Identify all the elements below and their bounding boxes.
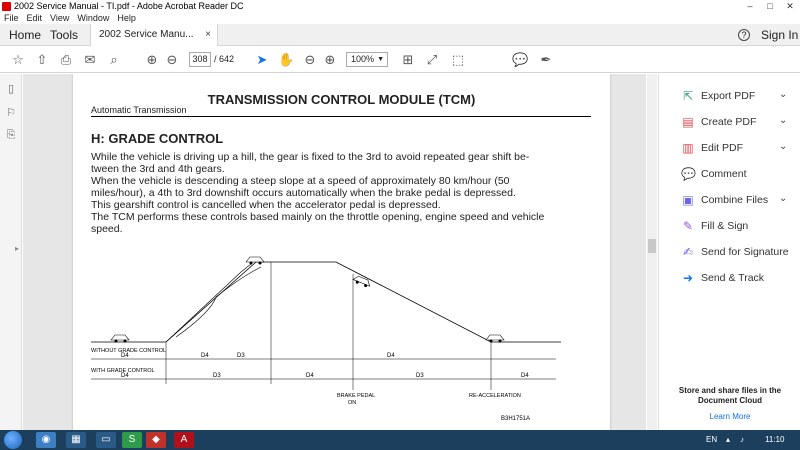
- chevron-down-icon[interactable]: ⌄: [779, 115, 788, 126]
- zoom-in-icon[interactable]: ⊕: [324, 52, 336, 67]
- comment-icon[interactable]: 💬: [512, 52, 529, 67]
- tab-tools[interactable]: Tools: [50, 28, 79, 42]
- menu-view[interactable]: View: [50, 13, 70, 23]
- page-title: TRANSMISSION CONTROL MODULE (TCM): [207, 92, 476, 107]
- window-controls: [740, 0, 800, 12]
- title-bar: [0, 0, 800, 12]
- help-icon[interactable]: ?: [738, 29, 750, 41]
- tab-document[interactable]: [90, 24, 218, 46]
- chevron-down-icon[interactable]: ⌄: [779, 141, 788, 152]
- tool-edit-pdf[interactable]: [659, 138, 800, 158]
- language-indicator[interactable]: EN: [706, 435, 718, 444]
- paragraph: The TCM performs these controls based mainly on the throttle opening, engine speed and vehicle speed.: [91, 211, 545, 235]
- tool-label: Export PDF: [701, 90, 756, 102]
- maximize-button[interactable]: □: [767, 1, 773, 11]
- tray-arrow-icon[interactable]: ▴: [726, 435, 731, 444]
- email-icon[interactable]: ✉: [84, 52, 96, 67]
- fill-sign-icon: ✎: [682, 219, 694, 233]
- app-s-taskbar-icon[interactable]: S: [122, 432, 142, 448]
- tool-label: Create PDF: [701, 116, 757, 128]
- chevron-down-icon[interactable]: ⌄: [779, 89, 788, 100]
- page-number-input[interactable]: 308: [189, 52, 211, 67]
- menu-bar: [0, 12, 800, 24]
- export-pdf-icon: ⇱: [682, 89, 694, 103]
- fit-page-icon[interactable]: ⊞: [402, 52, 414, 67]
- start-button[interactable]: [4, 431, 22, 449]
- rotate-icon[interactable]: ⬚: [451, 52, 465, 67]
- tool-label: Edit PDF: [701, 142, 744, 154]
- fullscreen-icon[interactable]: ⤢: [426, 52, 438, 67]
- menu-file[interactable]: File: [4, 13, 19, 23]
- explorer-taskbar-icon[interactable]: ▭: [96, 432, 116, 448]
- vertical-scrollbar[interactable]: [647, 74, 657, 430]
- with-segment: D4: [521, 373, 529, 379]
- tool-label: Combine Files: [701, 194, 769, 206]
- tool-combine-files[interactable]: [659, 190, 800, 210]
- tool-label: Fill & Sign: [701, 220, 749, 232]
- with-grade-label: WITH GRADE CONTROL: [91, 368, 155, 374]
- tool-label: Send for Signature: [701, 246, 789, 258]
- figure-id: B3H1751A: [501, 416, 531, 422]
- combine-files-icon: ▣: [682, 193, 694, 207]
- document-cloud-promo: Store and share files in the Document Cloud: [678, 386, 782, 405]
- search-icon[interactable]: ⌕: [110, 52, 118, 67]
- with-segment: D4: [306, 373, 314, 379]
- clock[interactable]: 11:10: [765, 435, 785, 444]
- tab-document-label: 2002 Service Manu...: [99, 29, 194, 40]
- collapse-left-icon[interactable]: ▸: [15, 244, 20, 253]
- zoom-value: 100%: [351, 54, 375, 64]
- page-down-icon[interactable]: ⊖: [166, 52, 178, 67]
- tool-fill-sign[interactable]: [659, 216, 800, 236]
- create-pdf-icon: ▤: [682, 115, 694, 129]
- tool-label: Comment: [701, 168, 747, 180]
- menu-window[interactable]: Window: [77, 13, 110, 23]
- comment-icon: 💬: [681, 167, 696, 181]
- car-icon: [111, 335, 129, 343]
- tool-label: Send & Track: [701, 272, 765, 284]
- pdf-page: [73, 74, 610, 430]
- acrobat-app-icon: [2, 2, 11, 11]
- bookmarks-icon[interactable]: ⚐: [6, 107, 16, 119]
- select-arrow-icon[interactable]: ➤: [256, 52, 268, 67]
- send-track-icon: ➜: [682, 271, 694, 285]
- page-up-icon[interactable]: ⊕: [146, 52, 158, 67]
- chrome-taskbar-icon[interactable]: ◉: [36, 432, 56, 448]
- page-thumbnails-icon[interactable]: ▯: [7, 83, 15, 95]
- section-subtitle: Automatic Transmission: [91, 105, 187, 115]
- acrobat-taskbar-icon[interactable]: A: [174, 432, 194, 448]
- tab-bar: [0, 24, 800, 46]
- with-segment: D4: [121, 373, 129, 379]
- taskbar: [0, 430, 800, 450]
- upload-icon[interactable]: ⇧: [36, 52, 48, 67]
- tool-export-pdf[interactable]: [659, 86, 800, 106]
- files-taskbar-icon[interactable]: ▦: [66, 432, 86, 448]
- car-icon: [352, 275, 371, 289]
- body-text: [91, 151, 556, 235]
- road-edge: [166, 264, 251, 342]
- toolbar: [0, 47, 800, 73]
- learn-more-link[interactable]: Learn More: [709, 412, 751, 421]
- left-navigation: [0, 74, 22, 430]
- close-window-button[interactable]: ✕: [786, 1, 794, 11]
- brake-pedal-label: BRAKE PEDAL: [337, 393, 376, 399]
- road-profile: [91, 262, 561, 342]
- car-icon: [486, 335, 504, 343]
- tool-send-signature[interactable]: [659, 242, 800, 262]
- send-signature-icon: ✍: [682, 245, 694, 259]
- tools-pane: [658, 74, 800, 430]
- menu-edit[interactable]: Edit: [26, 13, 43, 23]
- tool-comment[interactable]: [659, 164, 800, 184]
- save-icon[interactable]: ☆: [12, 52, 24, 67]
- menu-help[interactable]: Help: [117, 13, 136, 23]
- sign-icon[interactable]: ✒: [540, 52, 552, 67]
- without-grade-label: WITHOUT GRADE CONTROL: [91, 348, 167, 354]
- grade-control-diagram: [91, 242, 561, 430]
- winding-road: [176, 267, 261, 337]
- chevron-down-icon[interactable]: ⌄: [779, 193, 788, 204]
- page-total: / 642: [214, 54, 235, 64]
- paragraph: This gearshift control is cancelled when the accelerator pedal is depressed.: [91, 199, 441, 211]
- without-segment: D4: [121, 353, 129, 359]
- zoom-select[interactable]: [346, 52, 388, 67]
- brake-on-label: ON: [348, 400, 357, 406]
- window-title: 2002 Service Manual - TI.pdf - Adobe Acrobat Reader DC: [14, 1, 244, 11]
- section-heading: H: GRADE CONTROL: [91, 131, 224, 146]
- scrollbar-thumb[interactable]: [648, 239, 656, 253]
- tab-home[interactable]: Home: [9, 28, 42, 42]
- close-tab-icon[interactable]: ×: [205, 29, 211, 40]
- zoom-dropdown-icon: ▼: [377, 56, 384, 63]
- without-segment: D4: [201, 353, 209, 359]
- document-viewer[interactable]: [23, 74, 646, 430]
- tool-create-pdf[interactable]: [659, 112, 800, 132]
- with-segment: D3: [213, 373, 221, 379]
- paragraph: While the vehicle is driving up a hill, the gear is fixed to the 3rd to avoid repeated gear shift be-tween the 3rd and 4th gears.: [91, 151, 530, 175]
- tool-send-track[interactable]: [659, 268, 800, 288]
- volume-icon[interactable]: ♪: [740, 435, 744, 444]
- header-rule: [91, 116, 591, 117]
- paragraph: When the vehicle is descending a steep slope at a speed of approximately 80 km/hour (50 miles/hour), a 4th to 3rd downshift occurs automatically when the brake pedal is depressed.: [91, 175, 516, 199]
- print-icon[interactable]: ⎙: [60, 52, 72, 67]
- without-segment: D4: [387, 353, 395, 359]
- minimize-button[interactable]: –: [747, 1, 753, 11]
- app-red-taskbar-icon[interactable]: ◆: [146, 432, 166, 448]
- without-segment: D3: [237, 353, 245, 359]
- edit-pdf-icon: ▥: [682, 141, 694, 155]
- hand-icon[interactable]: ✋: [278, 52, 295, 67]
- sign-in-link[interactable]: Sign In: [761, 28, 799, 42]
- reacceleration-label: RE-ACCELERATION: [469, 393, 521, 399]
- zoom-out-icon[interactable]: ⊖: [304, 52, 316, 67]
- attachments-icon[interactable]: ⎘: [6, 129, 16, 141]
- with-segment: D3: [416, 373, 424, 379]
